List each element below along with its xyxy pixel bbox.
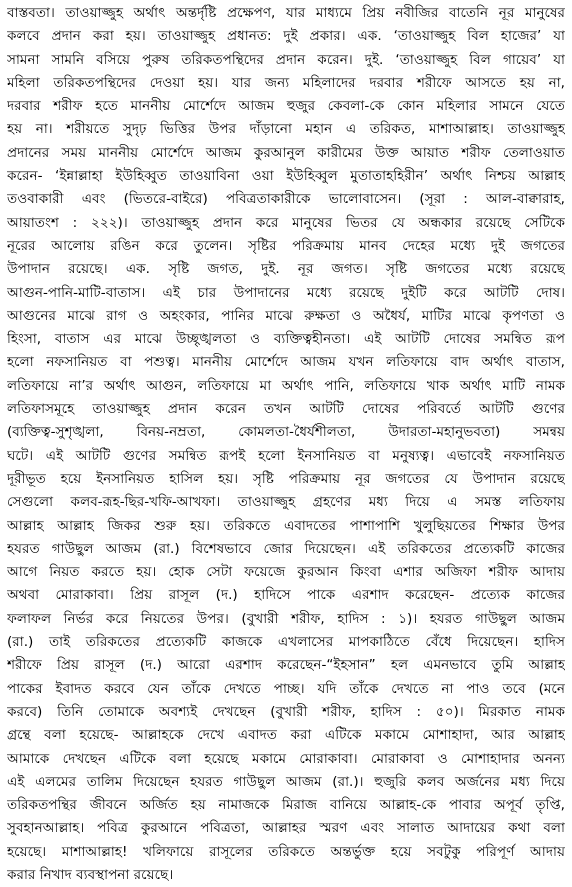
text-line: বাস্তবতা। তাওয়াজ্জুহ অর্থাৎ অন্তর্দৃষ্টি প্রক্ষেপণ, যার মাধ্যমে প্রিয় নবীজির বাতেনি নূর মানুষের xyxy=(7,5,565,21)
text-line: আল্লাহ আল্লাহ জিকর শুরু হয়। তরিকতে এবাদতের পাশাপাশি খুলুছিয়তের শিক্ষার উপর xyxy=(7,517,565,534)
text-line: উপাদান রয়েছে। এক. সৃষ্টি জগত, দুই. নূর জগত। সৃষ্টি জগতের মধ্যে রয়েছে xyxy=(7,261,565,278)
text-line: গ্রন্থে বলা হয়েছে- আল্লাহকে দেখে এবাদত করা এটিকে মকামে মোশাহাদা, আর আল্লাহ xyxy=(7,727,565,744)
text-line: সেগুলো কলব-রূহ-ছির-খফি-আখফা। তাওয়াজ্জুহ গ্রহণের মধ্য দিয়ে এ সমস্ত লতিফায় xyxy=(7,494,565,511)
text-line: (রা.) তাই তরিকতের প্রত্যেকটি কাজকে এখলাসের মাপকাঠিতে বেঁধে দিয়েছেন। হাদিস xyxy=(7,634,565,651)
text-line: হলো নফসানিয়ত বা পশুত্ব। মাননীয় মোর্শেদে আজম যখন লতিফায়ে বাদ অর্থাৎ বাতাস, xyxy=(7,354,565,371)
text-line: কলবে প্রদান করা হয়। তাওয়াজ্জুহ প্রধানত: দুই প্রকার। এক. ‘তাওয়াজ্জুহ বিল হাজের’ যা xyxy=(7,28,565,45)
text-line: করবে) তিনি তোমাকে অবশ্যই দেখছেন (বুখারী শরীফ, হাদিস : ৫০)। মিরকাত নামক xyxy=(7,703,565,720)
text-line: ঘটে। এই আটটি গুণের সমন্বিত রূপই হলো ইনসানিয়ত বা মনুষ্যত্ব। এভাবেই নফসানিয়ত xyxy=(7,447,565,464)
text-line: আয়াতংশ : ২২২)। তাওয়াজ্জুহ প্রদান করে মানুষের ভিতর যে অন্ধকার রয়েছে সেটিকে xyxy=(7,214,565,231)
text-line: পাকের ইবাদত করবে যেন তাঁকে দেখতে পাচ্ছ। যদি তাঁকে দেখতে না পাও তবে (মনে xyxy=(7,680,565,697)
text-line: সামনা সামনি বসিয়ে পুরুষ তরিকতপন্থিদের প্রদান করেন। দুই. ‘তাওয়াজ্জুহ বিল গায়েব’ যা xyxy=(7,51,565,68)
text-line: আমাকে দেখছেন এটিকে বলা হয়েছে মকামে মোরাকাবা। মোরাকাবা ও মোশাহাদার অনন্য xyxy=(7,750,565,767)
text-line: তরিকতপন্থির জীবনে অর্জিত হয় নামাজকে মিরাজ বানিয়ে আল্লাহ-কে পাবার অপূর্ব তৃপ্তি, xyxy=(7,797,565,814)
text-line: করার নিখাদ ব্যবস্থাপনা রয়েছে। xyxy=(7,866,174,883)
text-line: আগুন-পানি-মাটি-বাতাস। এই চার উপাদানের মধ্যে রয়েছে দুইটি করে আটটি দোষ। xyxy=(7,284,565,301)
text-line: (ব্যক্তিত্ব-সুশৃঙ্খলা, বিনয়-নম্রতা, কোমলতা-ধৈর্যশীলতা, উদারতা-মহানুভবতা) সমন্বয় xyxy=(7,424,565,441)
text-line: তওবাকারী এবং (ভিতরে-বাইরে) পবিত্রতাকারীকে ভালোবাসেন। (সূরা : আল-বাক্বারাহ, xyxy=(7,191,565,208)
text-line: অথবা মোরাকাবা। প্রিয় রাসূল (দ.) হাদিসে পাকে এরশাদ করেছেন- প্রত্যেক কাজের xyxy=(7,587,565,604)
text-line: নূরের আলোয় রঙিন করে তুলেন। সৃষ্টির পরিক্রমায় মানব দেহের মধ্যে দুই জগতের xyxy=(7,237,565,254)
text-line: ফলাফল নির্ভর করে নিয়তের উপর। (বুখারী শরীফ, হাদিস : ১)। হযরত গাউছুল আজম xyxy=(7,610,565,627)
text-line: দূরীভূত হয়ে ইনসানিয়ত হাসিল হয়। সৃষ্টি পরিক্রমায় নূর জগতের যে উপাদান রয়েছে xyxy=(7,470,565,487)
text-line: লতিফায়ে না’র অর্থাৎ আগুন, লতিফায়ে মা অর্থাৎ পানি, লতিফায়ে খাক অর্থাৎ মাটি নামক xyxy=(7,377,565,394)
text-line: করেন- ‘ইন্নাল্লাহা ইউহিব্বুত তাওয়াবিনা ওয়া ইউহিব্বুল মুতাতাহহিরীন’ অর্থাৎ নিশ্চয় আল্লাহ xyxy=(7,168,565,185)
text-line: প্রদানের সময় মাননীয় মোর্শেদে আজম কুরআনুল কারীমের উক্ত আয়াত শরীফ তেলাওয়াত xyxy=(7,144,565,161)
text-line: এই এলমের তালিম দিয়েছেন হযরত গাউছুল আজম (রা.)। হুজুরি কলব অর্জনের মধ্য দিয়ে xyxy=(7,773,565,790)
text-line: আগে নিয়ত করতে হয়। হোক সেটা ফয়েজে কুরআন কিংবা এশার অজিফা শরীফ আদায় xyxy=(7,564,565,581)
text-line: হয় না। শরীয়তে সুদৃঢ় ভিত্তির উপর দাঁড়ানো মহান এ তরিকত, মাশাআল্লাহ। তাওয়াজ্জুহ xyxy=(7,121,565,138)
text-line: আগুনের মাঝে রাগ ও অহংকার, পানির মাঝে রুক্ষতা ও অধৈর্য, মাটির মাঝে কৃপণতা ও xyxy=(7,307,565,324)
text-line: সুবহানআল্লাহ। পবিত্র কুরআনে পবিত্রতা, আল্লাহর স্মরণ এবং সালাত আদায়ের কথা বলা xyxy=(7,820,565,837)
body-paragraph xyxy=(7,2,565,887)
text-line: শরীফে প্রিয় রাসূল (দ.) আরো এরশাদ করেছেন-“ইহসান” হল এমনভাবে তুমি আল্লাহ xyxy=(7,657,565,674)
text-line: লতিফাসমূহে তাওয়াজ্জুহ প্রদান করেন তখন আটটি দোষের পরিবর্তে আটটি গুণের xyxy=(7,401,565,418)
text-line: মহিলা তরিকতপন্থিদের দেওয়া হয়। যার জন্য মহিলাদের দরবার শরীফে আসতে হয় না, xyxy=(7,74,565,91)
text-line: হয়েছে। মাশাআল্লাহ! খলিফায়ে রাসূলের তরিকতে অন্তর্ভুক্ত হয়ে সবটুকু পরিপূর্ণ আদায় xyxy=(7,843,565,860)
text-line: দরবার শরীফ হতে মাননীয় মোর্শেদে আজম হুজুর কেবলা-কে কোন মহিলার সামনে যেতে xyxy=(7,98,565,115)
text-line: হিংসা, বাতাস এর মাঝে উচ্ছৃঙ্খলতা ও ব্যক্তিত্বহীনতা। এই আটটি দোষের সমন্বিত রূপ xyxy=(7,331,565,348)
text-line: হযরত গাউছুল আজম (রা.) বিশেষভাবে জোর দিয়েছেন। এই তরিকতের প্রত্যেকটি কাজের xyxy=(7,540,565,557)
